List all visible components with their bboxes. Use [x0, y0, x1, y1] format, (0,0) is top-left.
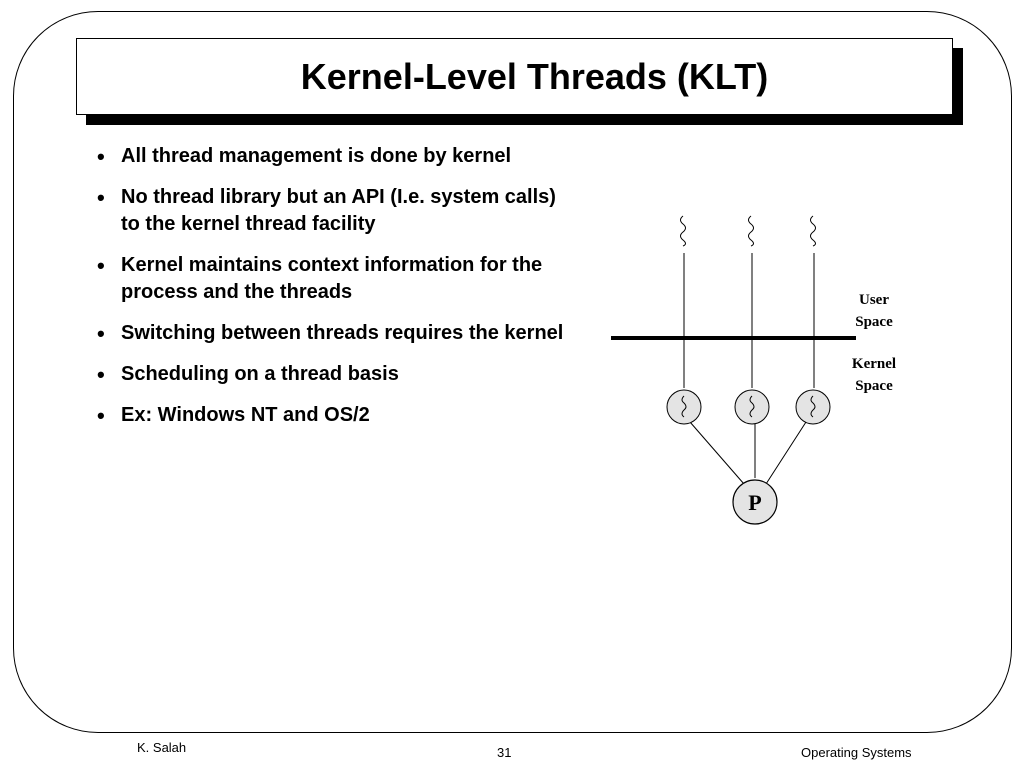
user-thread-squiggles — [681, 216, 816, 246]
bullet-item — [97, 402, 577, 429]
process-label: P — [748, 490, 762, 515]
user-thread-squiggle-icon — [811, 216, 816, 246]
bullet-text: All thread management is done by kernel — [121, 145, 512, 167]
kernel-thread — [796, 390, 830, 424]
kernel-space-label-line2: Space — [855, 378, 893, 394]
slide-title: Kernel-Level Threads (KLT) — [300, 55, 769, 97]
thread-to-process-line — [690, 422, 744, 484]
user-thread-squiggle-icon — [681, 216, 686, 246]
user-thread-squiggle-icon — [749, 216, 754, 246]
bullet-item — [97, 184, 577, 238]
thread-to-process-line — [766, 422, 806, 484]
bullet-list — [97, 143, 577, 443]
footer-author: K. Salah — [137, 740, 187, 755]
bullet-dot: • — [97, 144, 105, 169]
bullet-text: Kernel maintains context information for the process and the threads — [121, 254, 543, 303]
bullet-item — [97, 361, 577, 388]
kernel-thread-circle — [735, 390, 769, 424]
title-box — [76, 38, 953, 115]
bullet-text: Scheduling on a thread basis — [121, 363, 399, 385]
user-space-label-line2: Space — [855, 314, 893, 330]
bullet-dot: • — [97, 362, 105, 387]
bullet-item — [97, 252, 577, 306]
bullet-dot: • — [97, 185, 105, 210]
kernel-thread-circle — [667, 390, 701, 424]
bullet-dot: • — [97, 321, 105, 346]
bullet-text: No thread library but an API (I.e. system calls) to the kernel thread facility — [121, 186, 556, 235]
footer-page-number: 31 — [497, 745, 512, 760]
bullet-item — [97, 320, 577, 347]
kernel-thread-circle — [796, 390, 830, 424]
footer-course: Operating Systems — [801, 745, 912, 760]
bullet-text: Switching between threads requires the kernel — [121, 322, 564, 344]
bullet-item — [97, 143, 577, 170]
bullet-dot: • — [97, 253, 105, 278]
bullet-text: Ex: Windows NT and OS/2 — [121, 404, 370, 426]
kernel-thread — [667, 390, 701, 424]
kernel-thread — [735, 390, 769, 424]
bullet-dot: • — [97, 403, 105, 428]
kernel-space-label-line1: Kernel — [851, 356, 897, 372]
klt-diagram — [600, 200, 920, 540]
user-space-label-line1: User — [859, 292, 889, 308]
